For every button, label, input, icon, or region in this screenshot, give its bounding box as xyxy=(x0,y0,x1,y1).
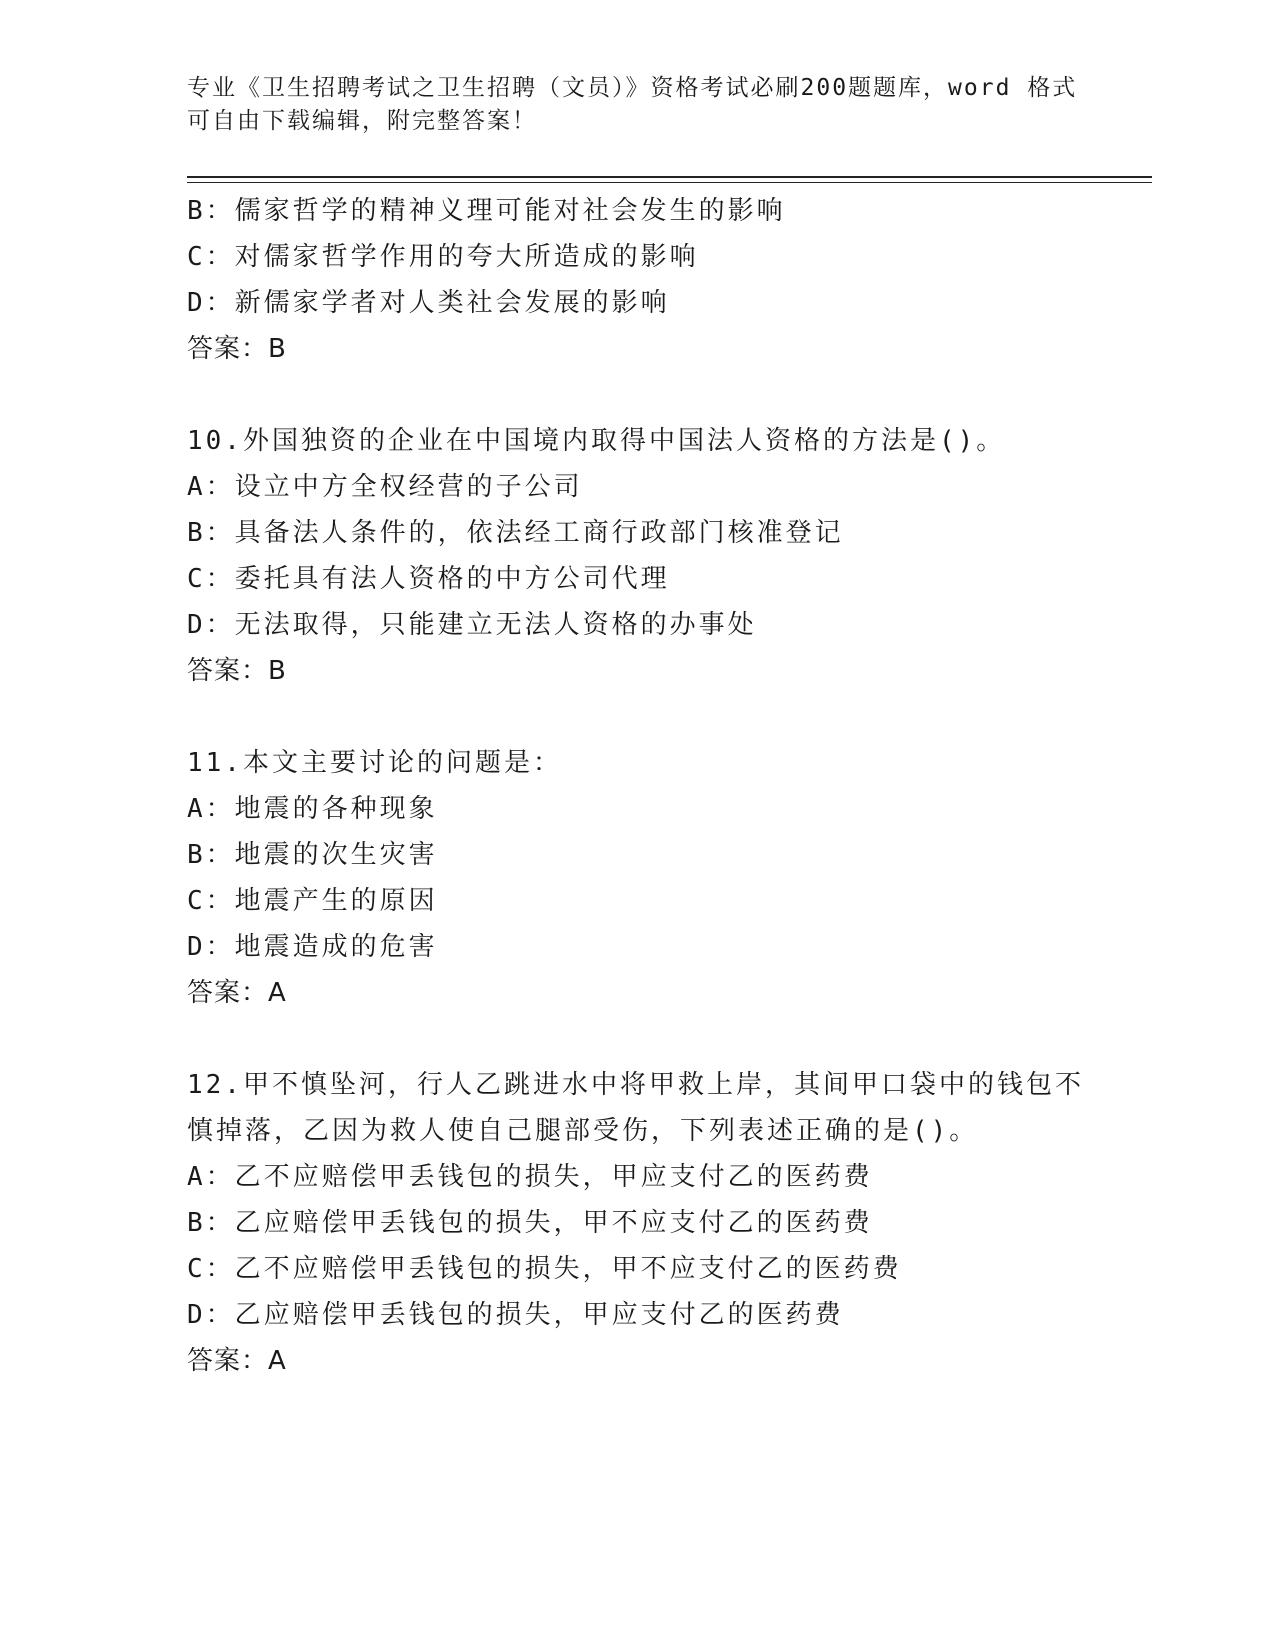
question-list xyxy=(187,188,1152,1384)
question-9-option-b: B：儒家哲学的精神义理可能对社会发生的影响 xyxy=(187,196,786,226)
question-12-option-c: C：乙不应赔偿甲丢钱包的损失，甲不应支付乙的医药费 xyxy=(187,1254,902,1284)
question-10-option-d: D：无法取得，只能建立无法人资格的办事处 xyxy=(187,610,757,640)
header-divider-thin xyxy=(187,182,1152,183)
header-divider-thick xyxy=(187,176,1152,178)
question-11-option-c: C：地震产生的原因 xyxy=(187,886,438,916)
question-10 xyxy=(187,418,1152,694)
question-12-option-b: B：乙应赔偿甲丢钱包的损失，甲不应支付乙的医药费 xyxy=(187,1208,873,1238)
spacer xyxy=(187,694,1152,740)
question-12-option-a: A：乙不应赔偿甲丢钱包的损失，甲应支付乙的医药费 xyxy=(187,1162,873,1192)
question-9-option-d: D：新儒家学者对人类社会发展的影响 xyxy=(187,288,670,318)
header-line-2: 可自由下载编辑，附完整答案！ xyxy=(187,108,537,134)
question-12-stem-line-2: 慎掉落，乙因为救人使自己腿部受伤，下列表述正确的是()。 xyxy=(187,1116,979,1146)
question-11-option-a: A：地震的各种现象 xyxy=(187,794,438,824)
question-10-option-a: A：设立中方全权经营的子公司 xyxy=(187,472,583,502)
question-12 xyxy=(187,1062,1152,1384)
question-9-option-c: C：对儒家哲学作用的夸大所造成的影响 xyxy=(187,242,699,272)
question-10-option-c: C：委托具有法人资格的中方公司代理 xyxy=(187,564,670,594)
question-9-continued xyxy=(187,188,1152,372)
question-10-stem: 10.外国独资的企业在中国境内取得中国法人资格的方法是()。 xyxy=(187,426,1006,456)
question-11-option-d: D：地震造成的危害 xyxy=(187,932,438,962)
question-11-answer: 答案：A xyxy=(187,978,287,1008)
question-11-option-b: B：地震的次生灾害 xyxy=(187,840,438,870)
question-11 xyxy=(187,740,1152,1016)
document-header xyxy=(187,72,1087,138)
question-12-option-d: D：乙应赔偿甲丢钱包的损失，甲应支付乙的医药费 xyxy=(187,1300,844,1330)
spacer xyxy=(187,372,1152,418)
question-10-option-b: B：具备法人条件的，依法经工商行政部门核准登记 xyxy=(187,518,844,548)
spacer xyxy=(187,1016,1152,1062)
question-10-answer: 答案：B xyxy=(187,656,287,686)
question-12-answer: 答案：A xyxy=(187,1346,287,1376)
question-11-stem: 11.本文主要讨论的问题是： xyxy=(187,748,562,778)
header-line-1: 专业《卫生招聘考试之卫生招聘（文员）》资格考试必刷200题题库，word 格式 xyxy=(187,75,1078,101)
question-12-stem-line-1: 12.甲不慎坠河，行人乙跳进水中将甲救上岸，其间甲口袋中的钱包不 xyxy=(187,1070,1084,1100)
question-9-answer: 答案：B xyxy=(187,334,287,364)
